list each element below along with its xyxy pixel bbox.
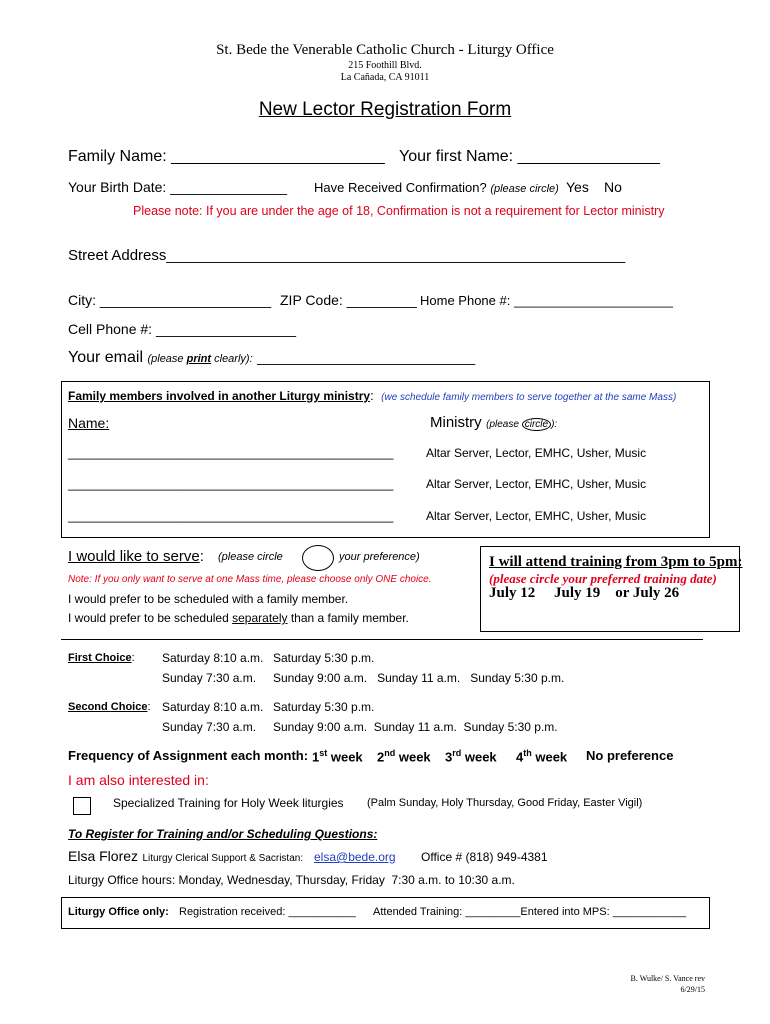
form-title: New Lector Registration Form xyxy=(258,99,512,120)
second-choice-label: Second Choice: xyxy=(68,701,151,713)
email-label: Your email xyxy=(68,349,144,366)
prefer-separately-option[interactable]: I would prefer to be scheduled separately than a family member. xyxy=(68,611,409,625)
second-choice-sat-530[interactable]: Saturday 5:30 p.m. xyxy=(273,700,375,714)
birth-date-field[interactable]: Your Birth Date: _______________ xyxy=(68,179,287,195)
contact-email-link[interactable]: elsa@bede.org xyxy=(314,850,396,864)
training-title: I will attend training from 3pm to 5pm: xyxy=(489,554,743,570)
zip-field[interactable]: ZIP Code: _________ xyxy=(280,292,417,308)
training-dates[interactable]: July 12 July 19 or July 26 xyxy=(489,585,680,601)
serve-hint-a: (please circle xyxy=(218,551,283,563)
family-member-line-1[interactable]: _____________________________________________ xyxy=(68,445,394,460)
second-choice-sun-730[interactable]: Sunday 7:30 a.m. xyxy=(162,720,257,734)
footer-author: B. Wulke/ S. Vance rev xyxy=(630,974,705,983)
family-heading: Family members involved in another Liturgy ministry: (we schedule family members to serve together at the same Mass) xyxy=(68,388,677,403)
attended-training-field[interactable]: Attended Training: _________Entered into MPS: ____________ xyxy=(373,906,687,918)
footer-date: 6/29/15 xyxy=(680,985,705,994)
first-choice-sat-810[interactable]: Saturday 8:10 a.m. xyxy=(162,651,264,665)
confirmation-label: Have Received Confirmation? xyxy=(314,180,487,195)
confirmation-question xyxy=(314,180,559,195)
second-choice-sun-times[interactable]: Sunday 9:00 a.m. Sunday 11 a.m. Sunday 5:30 p.m. xyxy=(273,720,558,734)
church-address-line2: La Cañada, CA 91011 xyxy=(340,72,430,83)
office-use-label: Liturgy Office only: xyxy=(68,906,169,918)
contact-office-phone: Office # (818) 949-4381 xyxy=(421,850,548,864)
training-subtitle: (please circle your preferred training date) xyxy=(489,571,717,586)
family-name-label: Name: xyxy=(68,415,110,431)
confirmation-hint: (please circle) xyxy=(490,183,559,195)
first-name-field[interactable]: Your first Name: ________________ xyxy=(399,148,660,165)
confirmation-yes-option[interactable]: Yes xyxy=(566,179,589,195)
registration-received-field[interactable]: Registration received: ___________ xyxy=(179,906,356,918)
family-ministry-options-3[interactable]: Altar Server, Lector, EMHC, Usher, Music xyxy=(426,509,647,523)
family-ministry-options-2[interactable]: Altar Server, Lector, EMHC, Usher, Music xyxy=(426,477,647,491)
city-field[interactable]: City: ______________________ xyxy=(68,292,272,308)
frequency-week-2[interactable]: 2nd week xyxy=(377,748,431,765)
first-choice-sun-730[interactable]: Sunday 7:30 a.m. xyxy=(162,671,257,685)
ministry-label: Ministry (please circle ): xyxy=(430,414,558,431)
ministry-hint: (please circle ): xyxy=(486,419,558,430)
frequency-label: Frequency of Assignment each month: xyxy=(68,748,309,763)
email-field[interactable] xyxy=(68,349,475,367)
church-address-line1: 215 Foothill Blvd. xyxy=(348,60,422,71)
home-phone-field[interactable]: Home Phone #: ______________________ xyxy=(420,293,674,308)
serve-note: Note: If you only want to serve at one Mass time, please choose only ONE choice. xyxy=(68,574,432,585)
office-hours: Liturgy Office hours: Monday, Wednesday, Thursday, Friday 7:30 a.m. to 10:30 a.m. xyxy=(68,873,515,887)
email-line: ____________________________ xyxy=(257,349,476,365)
serve-hint-b: your preference) xyxy=(339,551,420,563)
frequency-week-1[interactable]: 1st week xyxy=(312,748,363,765)
family-heading-note: (we schedule family members to serve together at the same Mass) xyxy=(381,392,677,403)
first-choice-label: First Choice: xyxy=(68,652,135,664)
divider-line xyxy=(61,639,703,640)
church-name: St. Bede the Venerable Catholic Church - Liturgy Office xyxy=(216,42,554,58)
confirmation-no-option[interactable]: No xyxy=(604,179,622,195)
family-name-field[interactable]: Family Name: ________________________ xyxy=(68,148,385,165)
holy-week-option-note: (Palm Sunday, Holy Thursday, Good Friday, Easter Vigil) xyxy=(367,797,643,809)
prefer-with-family-option[interactable]: I would prefer to be scheduled with a family member. xyxy=(68,592,349,606)
second-choice-sat-810[interactable]: Saturday 8:10 a.m. xyxy=(162,700,264,714)
family-ministry-options-1[interactable]: Altar Server, Lector, EMHC, Usher, Music xyxy=(426,446,647,460)
confirmation-note: Please note: If you are under the age of 18, Confirmation is not a requirement for Lector ministry xyxy=(133,204,665,218)
first-choice-sat-530[interactable]: Saturday 5:30 p.m. xyxy=(273,651,375,665)
circle-example-icon xyxy=(302,545,334,571)
frequency-no-preference[interactable]: No preference xyxy=(586,748,674,763)
contact-person: Elsa Florez Liturgy Clerical Support & Sacristan: xyxy=(68,848,304,864)
contact-heading: To Register for Training and/or Scheduling Questions: xyxy=(68,827,378,841)
interest-heading: I am also interested in: xyxy=(68,772,209,788)
street-address-field[interactable]: Street Address_______________________________________________________ xyxy=(68,247,626,264)
first-choice-sun-times[interactable]: Sunday 9:00 a.m. Sunday 11 a.m. Sunday 5:30 p.m. xyxy=(273,671,565,685)
frequency-week-3[interactable]: 3rd week xyxy=(445,748,497,765)
email-hint: (please print clearly): xyxy=(147,353,253,365)
serve-heading: I would like to serve: xyxy=(68,548,204,565)
frequency-week-4[interactable]: 4th week xyxy=(516,748,568,765)
holy-week-checkbox[interactable] xyxy=(73,797,91,815)
cell-phone-field[interactable]: Cell Phone #: __________________ xyxy=(68,321,297,337)
family-member-line-3[interactable]: _____________________________________________ xyxy=(68,508,394,523)
holy-week-option-label: Specialized Training for Holy Week liturgies xyxy=(113,796,344,810)
family-member-line-2[interactable]: _____________________________________________ xyxy=(68,476,394,491)
